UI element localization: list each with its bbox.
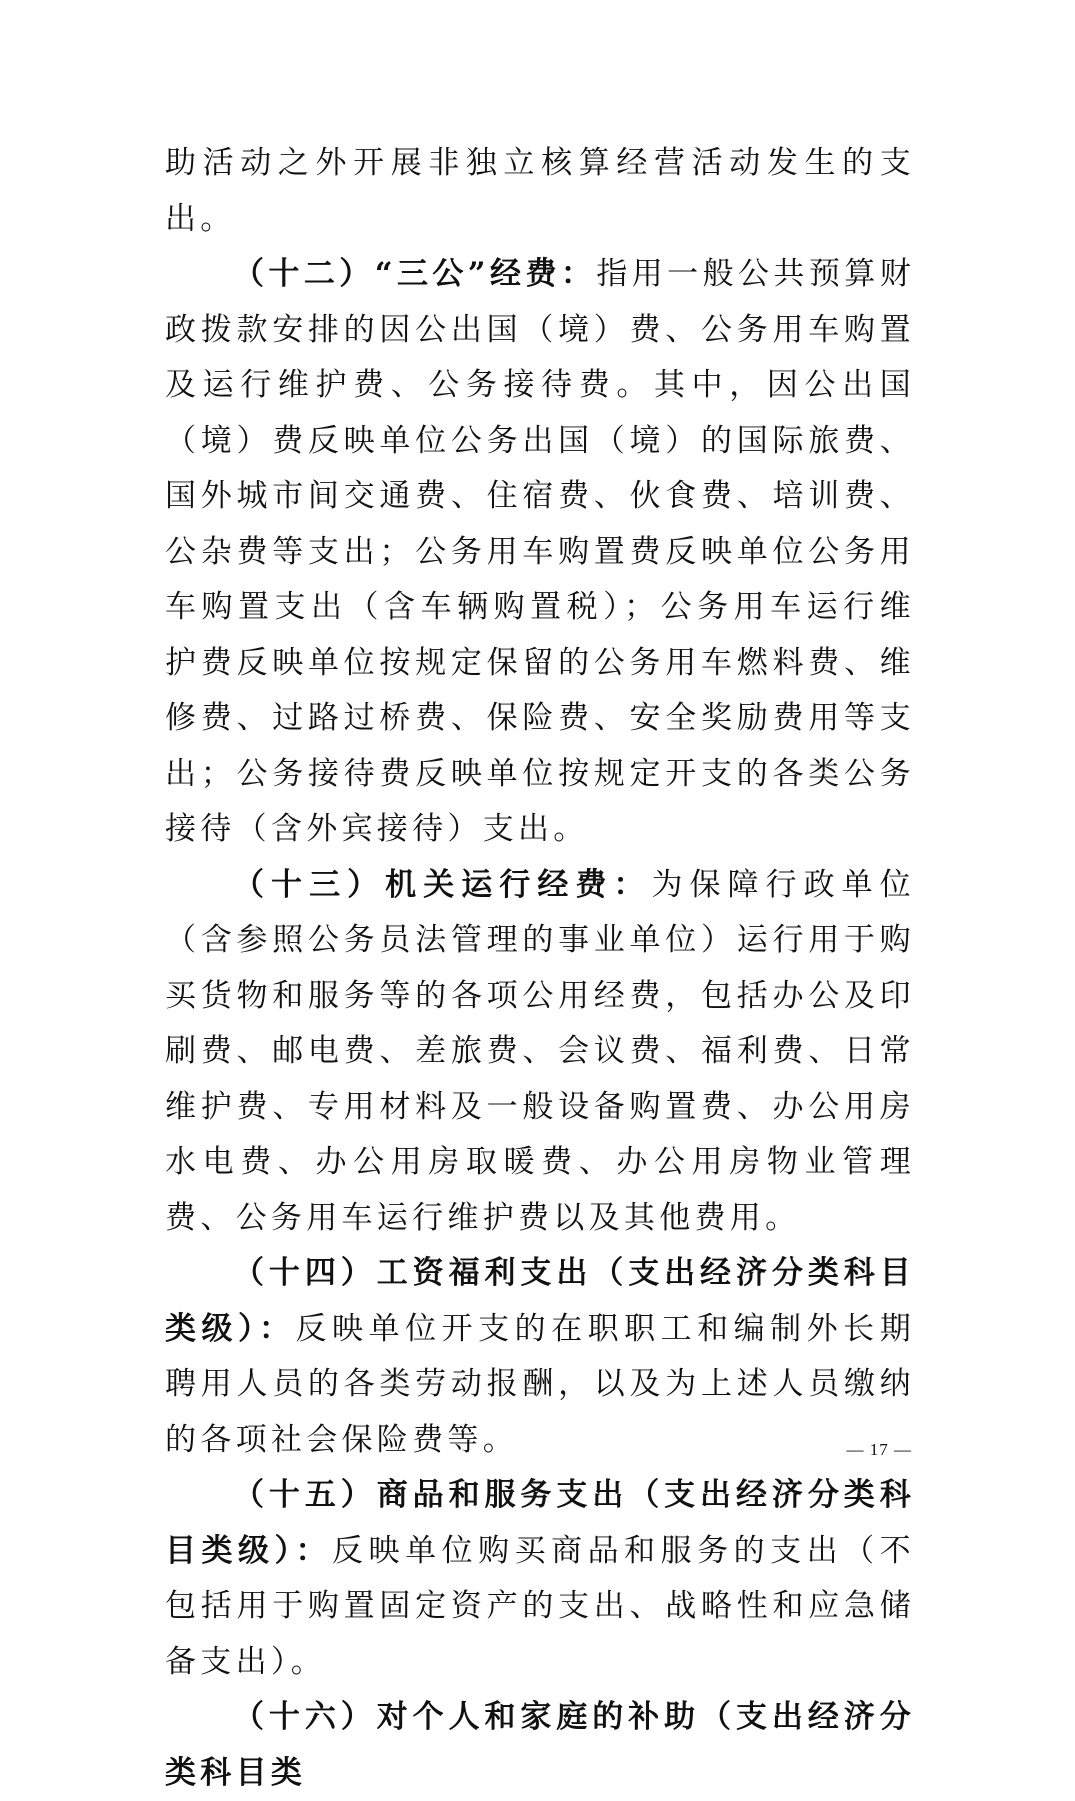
paragraph-term: （十二）“三公”经费：	[233, 256, 597, 292]
document-body	[165, 136, 915, 1801]
paragraph-text: 助活动之外开展非独立核算经营活动发生的支出。	[165, 145, 915, 237]
paragraph-term: （十六）对个人和家庭的补助（支出经济分类科目类	[165, 1699, 915, 1791]
paragraph-wages-welfare	[165, 1246, 915, 1468]
paragraph-agency-operating-expenses	[165, 858, 915, 1247]
paragraph-text: 反映单位购买商品和服务的支出（不包括用于购置固定资产的支出、战略性和应急储备支出）。	[165, 1532, 915, 1680]
paragraph-three-public-expenses	[165, 247, 915, 858]
paragraph-text: 指用一般公共预算财政拨款安排的因公出国（境）费、公务用车购置及运行维护费、公务接待费。其中，因公出国（境）费反映单位公务出国（境）的国际旅费、国外城市间交通费、住宿费、伙食费、培训费、公杂费等支出；公务用车购置费反映单位公务用车购置支出（含车辆购置税）；公务用车运行维护费反映单位按规定保留的公务用车燃料费、维修费、过路过桥费、保险费、安全奖励费用等支出；公务接待费反映单位按规定开支的各类公务接待（含外宾接待）支出。	[165, 256, 915, 847]
paragraph-term: （十三）机关运行经费：	[233, 866, 652, 903]
paragraph-text: 为保障行政单位（含参照公务员法管理的事业单位）运行用于购买货物和服务等的各项公用经费，包括办公及印刷费、邮电费、差旅费、会议费、福利费、日常维护费、专用材料及一般设备购置费、办公用房水电费、办公用房取暖费、办公用房物业管理费、公务用车运行维护费以及其他费用。	[165, 866, 915, 1236]
paragraph-personal-household-subsidies	[165, 1690, 915, 1801]
page-number: — 17 —	[846, 1440, 912, 1459]
paragraph-continuation	[165, 136, 915, 247]
paragraph-text: 反映单位开支的在职职工和编制外长期聘用人员的各类劳动报酬，以及为上述人员缴纳的各项社会保险费等。	[165, 1310, 915, 1458]
paragraph-goods-services	[165, 1468, 915, 1690]
paragraph-term: （十五）商品和服务支出（支出经济分类科目类级）：	[165, 1477, 915, 1569]
paragraph-term: （十四）工资福利支出（支出经济分类科目类级）：	[165, 1255, 915, 1347]
